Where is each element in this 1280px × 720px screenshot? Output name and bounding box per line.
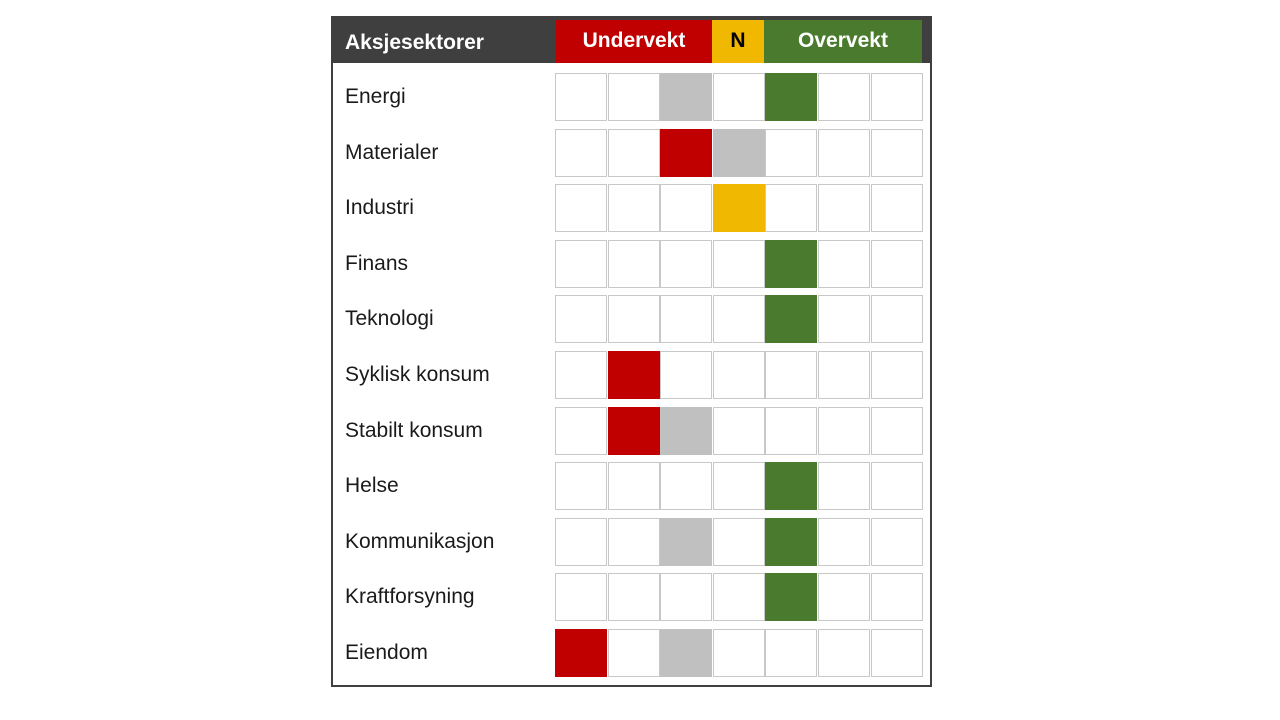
scale-cell-empty xyxy=(818,518,870,566)
scale-cell-empty xyxy=(818,351,870,399)
scale-cell-previous xyxy=(660,73,712,121)
scale-cell-empty xyxy=(765,407,817,455)
scale-cell-empty xyxy=(713,407,765,455)
scale-cell-empty xyxy=(818,184,870,232)
scale-cell-empty xyxy=(713,518,765,566)
scale-cell-previous xyxy=(660,407,712,455)
scale-cell-overweight xyxy=(765,462,817,510)
scale-cell-empty xyxy=(660,462,712,510)
sector-label: Eiendom xyxy=(345,641,428,664)
table-row xyxy=(333,240,930,288)
scale-cell-empty xyxy=(871,73,923,121)
scale-cell-empty xyxy=(818,573,870,621)
table-row xyxy=(333,462,930,510)
sector-label: Teknologi xyxy=(345,307,434,331)
sector-weighting-table xyxy=(331,16,932,687)
scale-cell-empty xyxy=(871,295,923,343)
scale-cell-empty xyxy=(818,462,870,510)
weight-scale xyxy=(555,351,923,399)
scale-cell-overweight xyxy=(765,295,817,343)
scale-cell-empty xyxy=(555,351,607,399)
weight-scale xyxy=(555,184,923,232)
scale-cell-empty xyxy=(818,240,870,288)
table-row xyxy=(333,573,930,621)
scale-cell-empty xyxy=(765,129,817,177)
table-row xyxy=(333,629,930,677)
table-row xyxy=(333,295,930,343)
table-row xyxy=(333,129,930,177)
table-row xyxy=(333,351,930,399)
scale-cell-empty xyxy=(818,129,870,177)
scale-cell-empty xyxy=(608,129,660,177)
weight-scale xyxy=(555,629,923,677)
scale-cell-empty xyxy=(713,73,765,121)
sector-label: Syklisk konsum xyxy=(345,363,490,386)
scale-cell-empty xyxy=(608,629,660,677)
sector-label: Kommunikasjon xyxy=(345,529,495,553)
table-row xyxy=(333,184,930,232)
scale-cell-empty xyxy=(555,407,607,455)
scale-cell-empty xyxy=(608,184,660,232)
scale-cell-empty xyxy=(660,184,712,232)
weight-scale xyxy=(555,73,923,121)
scale-cell-empty xyxy=(555,240,607,288)
scale-cell-empty xyxy=(713,573,765,621)
table-row xyxy=(333,518,930,566)
scale-cell-overweight xyxy=(765,573,817,621)
scale-cell-empty xyxy=(818,295,870,343)
scale-cell-empty xyxy=(871,629,923,677)
scale-cell-empty xyxy=(660,573,712,621)
scale-cell-empty xyxy=(818,629,870,677)
scale-cell-overweight xyxy=(765,73,817,121)
scale-cell-empty xyxy=(818,407,870,455)
scale-cell-empty xyxy=(555,295,607,343)
scale-cell-empty xyxy=(871,462,923,510)
scale-cell-empty xyxy=(871,129,923,177)
scale-cell-empty xyxy=(765,629,817,677)
overweight-header: Overvekt xyxy=(764,20,922,63)
scale-cell-empty xyxy=(871,184,923,232)
scale-cell-overweight xyxy=(765,518,817,566)
scale-cell-empty xyxy=(660,240,712,288)
table-header xyxy=(333,18,930,63)
scale-cell-empty xyxy=(871,240,923,288)
weight-scale xyxy=(555,240,923,288)
sector-label: Stabilt konsum xyxy=(345,418,483,442)
scale-cell-empty xyxy=(555,573,607,621)
scale-cell-empty xyxy=(765,184,817,232)
scale-cell-empty xyxy=(713,351,765,399)
scale-cell-empty xyxy=(608,73,660,121)
table-row xyxy=(333,407,930,455)
scale-cell-empty xyxy=(871,518,923,566)
sector-label: Kraftforsyning xyxy=(345,585,475,609)
weight-scale xyxy=(555,129,923,177)
scale-cell-empty xyxy=(608,518,660,566)
sector-label: Finans xyxy=(345,251,409,275)
scale-cell-previous xyxy=(660,629,712,677)
scale-cell-empty xyxy=(660,351,712,399)
weight-scale xyxy=(555,573,923,621)
scale-cell-empty xyxy=(608,240,660,288)
scale-cell-empty xyxy=(818,73,870,121)
neutral-header: N xyxy=(712,20,764,63)
scale-cell-empty xyxy=(713,629,765,677)
scale-cell-underweight xyxy=(555,629,607,677)
scale-cell-empty xyxy=(713,462,765,510)
scale-cell-empty xyxy=(713,295,765,343)
scale-cell-empty xyxy=(555,73,607,121)
sector-label: Industri xyxy=(345,196,414,220)
scale-cell-empty xyxy=(765,351,817,399)
weight-scale xyxy=(555,462,923,510)
header-title: Aksjesektorer xyxy=(345,31,484,54)
scale-cell-empty xyxy=(555,462,607,510)
scale-cell-overweight xyxy=(765,240,817,288)
scale-cell-underweight xyxy=(660,129,712,177)
weight-scale xyxy=(555,295,923,343)
scale-cell-empty xyxy=(555,184,607,232)
scale-cell-empty xyxy=(660,295,712,343)
scale-cell-underweight xyxy=(608,351,660,399)
scale-cell-empty xyxy=(555,518,607,566)
scale-cell-empty xyxy=(555,129,607,177)
scale-cell-empty xyxy=(871,351,923,399)
scale-cell-neutral xyxy=(713,184,765,232)
scale-cell-empty xyxy=(871,407,923,455)
weight-scale xyxy=(555,518,923,566)
scale-cell-underweight xyxy=(608,407,660,455)
sector-label: Materialer xyxy=(345,140,439,164)
scale-cell-empty xyxy=(871,573,923,621)
table-row xyxy=(333,73,930,121)
scale-cell-empty xyxy=(713,240,765,288)
underweight-header: Undervekt xyxy=(556,20,712,63)
weight-scale xyxy=(555,407,923,455)
scale-cell-previous xyxy=(713,129,765,177)
scale-cell-previous xyxy=(660,518,712,566)
sector-label: Helse xyxy=(345,474,399,498)
scale-cell-empty xyxy=(608,295,660,343)
sector-label: Energi xyxy=(345,85,406,108)
scale-cell-empty xyxy=(608,462,660,510)
scale-cell-empty xyxy=(608,573,660,621)
